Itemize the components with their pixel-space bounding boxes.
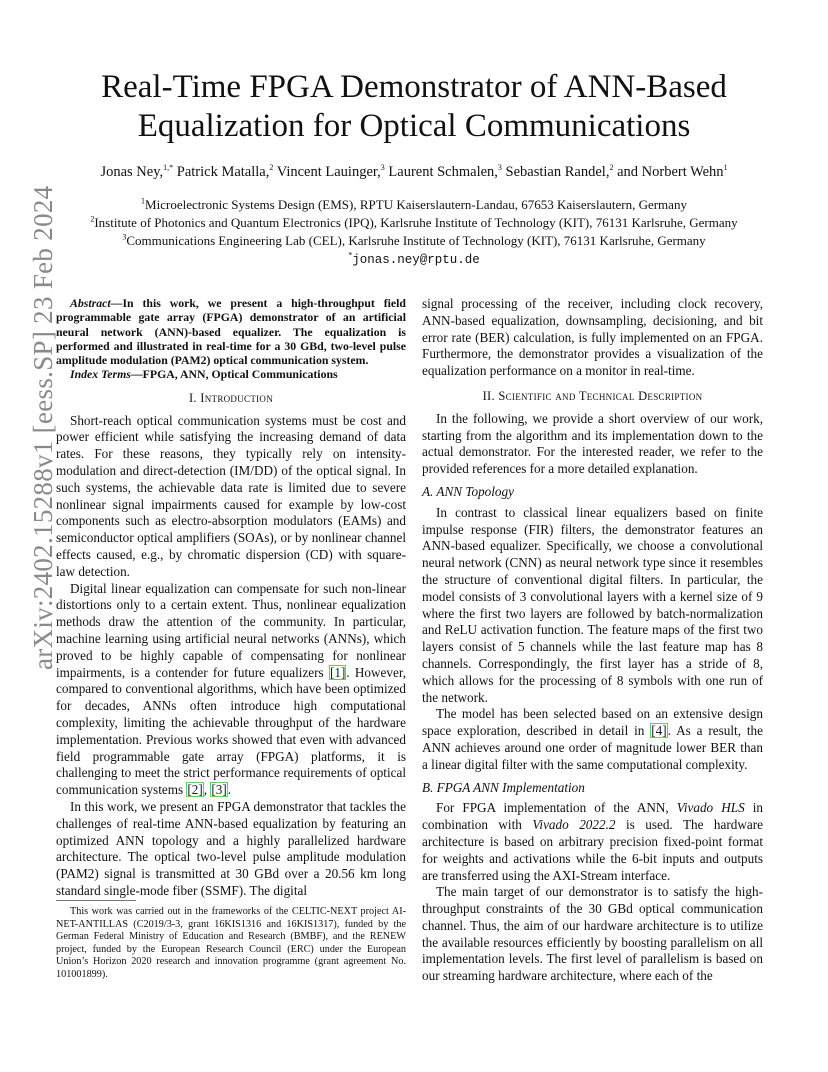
intro-paragraph-2: Digital linear equalization can compensate for such non-linear distortions only to a certain extent. Thus, nonlinear equalization methods draw the attention of the community. In particular, machine learning using artificial neural networks (ANNs), which proved to be highly capable of compensating for nonlinear impairments, is a contender for future equalizers [1]. However, compared to conventional algorithms, which have been optimized for decades, ANNs often introduce high computational complexity, limiting the achievable throughput of the hardware implementation. Previous works showed that even with advanced field programmable gate array (FPGA) platforms, it is challenging to meet the strict performance requirements of optical communication systems [2], [3]. <box>56 580 406 798</box>
abstract: Abstract—In this work, we present a high-throughput field programmable gate array (FPGA) demonstrator of an artificial neural network (ANN)-based equalizer. The equalization is performed and illustrated in real-time for a 30 GBd, two-level pulse amplitude modulation (PAM2) optical communication system. <box>56 296 406 368</box>
section-heading-introduction: I. Introduction <box>188 390 274 405</box>
topology-paragraph-2: The model has been selected based on an extensive design space exploration, described in detail in [4]. As a result, the ANN achieves around one order of magnitude lower BER than a linear digital filter with the same computational complexity. <box>422 706 763 772</box>
author: and Norbert Wehn$^1$ <box>617 163 728 180</box>
affiliation: $^2$Institute of Photonics and Quantum Electronics (IPQ), Karlsruhe Institute of Technology (KIT), 76131 Karlsruhe, Germany <box>90 214 738 230</box>
topology-paragraph-1: In contrast to classical linear equalizers based on finite impulse response (FIR) filters, the demonstrator features an ANN-based equalizer. Specifically, we choose a convolutional neural network (CNN) as neural network type since it resembles the structure of conventional digital filters. In particular, the model consists of 3 convolutional layers with a kernel size of 9 where the first two layers are followed by batch-normalization and ReLU activation function. The feature maps of the first two layers consist of 5 channels while the last feature map has 8 channels. Correspondingly, the first layer has a stride of 8, which allows for the processing of 8 symbols with one run of the network. <box>422 504 763 705</box>
affiliation: $^1$Microelectronic Systems Design (EMS), RPTU Kaiserslautern-Landau, 67653 Kaiserslautern, Germany <box>141 196 687 212</box>
affiliation: $^3$Communications Engineering Lab (CEL), Karlsruhe Institute of Technology (KIT), 76131 Karlsruhe, Germany <box>122 232 706 248</box>
title-line-2: Equalization for Optical Communications <box>137 108 691 144</box>
citation-link[interactable]: [2] <box>187 782 203 798</box>
subsection-heading-topology: A. ANN Topology <box>422 483 514 499</box>
implementation-paragraph-1: For FPGA implementation of the ANN, Vivado HLS in combination with Vivado 2022.2 is used. The hardware architecture is based on arbitrary precision fixed-point format for weights and activations while the 6-bit inputs and outputs are transferred using the AXI-Stream interface. <box>422 800 764 883</box>
citation-link[interactable]: [1] <box>329 664 346 680</box>
continued-paragraph: signal processing of the receiver, including clock recovery, ANN-based equalization, downsampling, decisioning, and bit error rate (BER) calculation, is fully implemented on an FPGA. Furthermore, the demonstrator provides a visualization of the equalization performance on a monitor in real-time. <box>422 296 763 379</box>
left-column <box>56 296 406 900</box>
index-terms: Index Terms—FPGA, ANN, Optical Communications <box>70 367 338 382</box>
contact-email[interactable]: *jonas.ney@rptu.de <box>348 250 480 267</box>
right-column <box>422 296 763 985</box>
author: Laurent Schmalen,$^3$ <box>388 163 502 180</box>
paper-title <box>40 68 788 146</box>
author-list <box>40 163 788 181</box>
author: Vincent Lauinger,$^3$ <box>276 163 385 180</box>
title-line-1: Real-Time FPGA Demonstrator of ANN-Based <box>101 69 727 105</box>
subsection-heading-implementation: B. FPGA ANN Implementation <box>422 779 585 795</box>
funding-footnote: This work was carried out in the frameworks of the CELTIC-NEXT project AI-NET-ANTILLAS (C2019/3-3, grant 16KIS1316 and 16KIS1317), funded by the German Federal Ministry of Education and Research (BMBF), and the RENEW project, funded by the European Research Council (ERC) under the European Union’s Horizon 2020 research and innovation programme (grant agreement No. 101001899). <box>56 906 406 980</box>
description-paragraph: In the following, we provide a short overview of our work, starting from the algorithm and its implementation down to the actual demonstrator. For the interested reader, we refer to the provided references for a more detailed explanation. <box>422 410 763 477</box>
intro-paragraph-1: Short-reach optical communication systems must be cost and power efficient while satisfying the increasing demand of data rates. For these reasons, they typically rely on intensity-modulation and direct-detection (IM/DD) of the optical signal. In such systems, the achievable data rate is limited due to severe nonlinear signal impairments caused for example by low-cost components such as electro-absorption modulators (EAMs) and semiconductor optical amplifiers (SOAs), or by nonlinear channel effects caused, e.g., by chromatic dispersion (CD) with square-law detection. <box>56 412 406 579</box>
footnote-rule <box>56 900 136 901</box>
section-heading-description: II. Scientific and Technical Description <box>482 388 703 403</box>
implementation-paragraph-2: The main target of our demonstrator is to satisfy the high-throughput constraints of the 30 GBd optical communication channel. Thus, the aim of our hardware architecture is to utilize the available resources efficiently by boosting parallelism on all implementation levels. The first level of parallelism is based on our streaming hardware architecture, where each of the <box>422 884 763 984</box>
author: Patrick Matalla,$^2$ <box>176 163 274 180</box>
affiliation-list <box>40 196 788 269</box>
arxiv-identifier: arXiv:2402.15288v1 [eess.SP] 23 Feb 2024 <box>28 185 58 670</box>
citation-link[interactable]: [3] <box>211 782 227 798</box>
author: Jonas Ney,$^{1,*}$ <box>100 163 174 180</box>
citation-link[interactable]: [4] <box>651 723 667 739</box>
author: Sebastian Randel,$^2$ <box>505 163 614 180</box>
intro-paragraph-3: In this work, we present an FPGA demonstrator that tackles the challenges of real-time ANN-based equalization by featuring an optimized ANN topology and a highly parallelized hardware architecture. The optical two-level pulse amplitude modulation (PAM2) signal is transmitted at 30 GBd over a 20.56 km long standard single-mode fiber (SSMF). The digital <box>56 798 406 898</box>
